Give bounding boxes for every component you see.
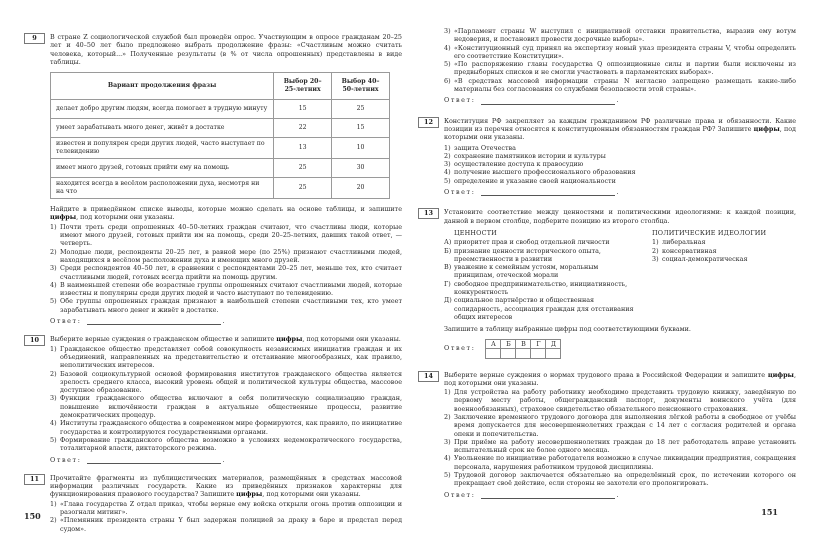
task-prompt: В стране Z социологической службой был проведён опрос. Участвующим в опросе гражданам 20–25 лет и 40–50 лет было предложено выбрать продолжение фразы: «Счастливым можно считать человека, который...» Полученные результаты (в % от числа опрошенных) представлены в виде таблицы.: [50, 33, 402, 66]
grid-header-letter: В: [516, 339, 531, 349]
answer-label: Ответ:: [444, 344, 476, 353]
option-number: 1): [444, 388, 451, 397]
option-text: Молодые люди, респонденты 20–25 лет, в равной мере (по 25%) признают счастливыми людей, находящихся в весёлом расположении духа и имеющих много друзей.: [60, 247, 402, 264]
task-prompt: Установите соответствие между ценностями и политическими идеологиями: к каждой позиции, данной в первом столбце, подберите позицию из второго столбца.: [444, 208, 796, 225]
option-item: [444, 438, 796, 455]
task-prompt: [50, 474, 402, 499]
options-list: [444, 27, 796, 93]
survey-results-table: [50, 72, 390, 199]
column-header-values: ЦЕННОСТИ: [454, 228, 497, 237]
option-item: [50, 281, 402, 298]
value-item: [444, 247, 634, 264]
task-11: [24, 474, 402, 533]
question-number-badge: 11: [24, 474, 45, 485]
table-cell-value: 15: [332, 119, 390, 138]
answer-period: .: [616, 188, 619, 197]
answer-input-line[interactable]: [481, 492, 615, 499]
option-number: 1): [444, 143, 451, 152]
option-number: 4): [50, 419, 57, 428]
grid-header-letter: Г: [531, 339, 546, 349]
task-prompt: [50, 335, 402, 343]
option-text: Трудовой договор заключается обязательно на определённый срок, по истечении которого он прекращает своё действие, если стороны не захотели его пролонгировать.: [454, 471, 796, 488]
prompt-text: Конституция РФ закрепляет за каждым гражданином РФ различные права и обязанности. Какие позиции из перечня относятся к конституционным обязанностям граждан РФ? Запишите: [444, 116, 796, 133]
table-header-age-20-25: Выбор 20–25-летних: [274, 73, 332, 100]
option-text: «По распоряжению главы государства Q оппозиционные силы и партии были исключены из предвыборных списков и не смогли участвовать в парламентских выборах».: [454, 60, 796, 77]
answer-input-line[interactable]: [481, 189, 615, 196]
option-item: [444, 44, 796, 61]
value-text: уважение к семейным устоям, моральным принципам, отеческой морали: [454, 263, 599, 280]
task-10: [24, 335, 402, 463]
task-11-continued: [418, 27, 796, 105]
table-cell-phrase: делает добро другим людям, всегда помогает в трудную минуту: [51, 100, 274, 119]
option-text: Для устройства на работу работнику необходимо представить трудовую книжку, заведённую по первому месту работы, общегражданский паспорт, документы воинского учёта (для военнообязанных), страховое свидетельство обязательного пенсионного страхования.: [454, 388, 796, 413]
grid-answer-cell[interactable]: [516, 349, 531, 359]
table-cell-value: 25: [332, 100, 390, 119]
ideology-item: [652, 255, 796, 263]
ideology-text: социал-демократическая: [662, 254, 748, 263]
option-item: [50, 370, 402, 395]
option-number: 1): [50, 499, 57, 508]
option-item: [444, 77, 796, 94]
table-cell-value: 15: [274, 100, 332, 119]
value-letter: Д): [444, 296, 452, 305]
option-item: [50, 223, 402, 248]
table-header-age-40-50: Выбор 40–50-летних: [332, 73, 390, 100]
prompt-text: Выберите верные суждения о нормах трудового права в Российской Федерации и запишите: [444, 370, 768, 379]
prompt-text: , под которыми они указаны.: [302, 335, 401, 344]
option-text: Функции гражданского общества включают в себя политическую социализацию граждан, повышение включённости граждан в актуальные общественные процессы, развитие демократических процедур.: [60, 394, 402, 420]
value-letter: Г): [444, 279, 451, 288]
table-row: [51, 100, 390, 119]
answer-label: Ответ:: [444, 490, 476, 499]
option-number: 3): [444, 27, 451, 35]
option-number: 3): [444, 160, 451, 169]
option-text: Базовой социокультурной основой формирования институтов гражданского общества является зрелость среднего класса, высокий уровень общей и политической культуры общества, массовое доступное образование.: [60, 369, 402, 395]
option-text: Увольнение по инициативе работодателя возможно в случае ликвидации предприятия, сокращения персонала, нарушения работником трудовой дисциплины.: [454, 454, 796, 471]
matching-columns: [444, 229, 796, 321]
option-number: 5): [444, 471, 451, 480]
option-text: определение и указание своей национальности: [454, 176, 616, 185]
option-item: [50, 248, 402, 265]
ideology-number: 1): [652, 238, 659, 247]
question-number-badge: 10: [24, 335, 45, 346]
table-cell-phrase: находится всегда в весёлом расположении духа, несмотря ни на что: [51, 178, 274, 199]
option-number: 4): [444, 168, 451, 177]
options-list: [50, 500, 402, 533]
ideology-text: консервативная: [662, 246, 717, 255]
options-list: [444, 144, 796, 185]
value-item: [444, 263, 634, 280]
option-number: 3): [50, 264, 57, 273]
option-number: 4): [50, 280, 57, 289]
option-item: [444, 152, 796, 160]
value-letter: В): [444, 263, 452, 272]
table-cell-value: 13: [274, 138, 332, 159]
value-item: [444, 280, 634, 297]
option-number: 5): [50, 435, 57, 444]
value-item: [444, 238, 634, 246]
answer-row: [50, 317, 402, 325]
options-list: [50, 345, 402, 453]
table-cell-value: 10: [332, 138, 390, 159]
column-header-ideologies: ПОЛИТИЧЕСКИЕ ИДЕОЛОГИИ: [652, 228, 767, 237]
left-page: [24, 0, 402, 553]
value-letter: А): [444, 238, 452, 247]
option-number: 5): [444, 60, 451, 69]
answer-row: [444, 96, 796, 104]
option-text: Гражданское общество представляет собой совокупность независимых инициатив граждан и их объединений, направленных на представительство и отстаивание многообразных, как правило, неполитических интересов.: [60, 344, 402, 370]
option-text: Среди респондентов 40–50 лет, в сравнении с респондентами 20–25 лет, меньше тех, кто считает счастливыми людей, готовых всегда прийти на помощь другим.: [60, 264, 402, 281]
option-number: 6): [444, 76, 451, 85]
grid-header-letter: А: [486, 339, 501, 349]
option-item: [444, 168, 796, 176]
option-text: Формирование гражданского общества возможно в условиях недемократического государства, тоталитарной власти, диктаторского режима.: [60, 435, 402, 453]
options-list: [444, 388, 796, 488]
ideologies-list: [652, 238, 796, 263]
option-item: [444, 27, 796, 44]
option-text: сохранение памятников истории и культуры: [454, 151, 606, 160]
prompt-text: Выберите верные суждения о гражданском обществе и запишите: [50, 335, 277, 344]
instruction-text: Найдите в приведённом списке выводы, которые можно сделать на основе таблицы, и запишите: [50, 205, 402, 214]
task-prompt: [444, 371, 796, 388]
page-number: 151: [761, 507, 778, 517]
grid-answer-cell[interactable]: [501, 349, 516, 359]
prompt-text: , под которыми они указаны.: [444, 124, 796, 142]
answer-row: [444, 491, 796, 499]
prompt-bold: цифры: [753, 124, 780, 133]
option-item: [444, 454, 796, 471]
answer-period: .: [222, 317, 225, 326]
question-number-badge: 14: [418, 371, 439, 382]
answer-label: Ответ:: [444, 96, 476, 105]
task-13: [418, 208, 796, 358]
option-text: защита Отечества: [454, 143, 516, 152]
option-number: 4): [444, 454, 451, 463]
option-item: [50, 500, 402, 517]
value-text: приоритет прав и свобод отдельной личности: [454, 238, 610, 247]
ideologies-column: [652, 229, 796, 321]
option-item: [50, 419, 402, 436]
table-row: [51, 178, 390, 199]
ideology-text: либеральная: [662, 238, 706, 247]
option-item: [444, 144, 796, 152]
question-number-badge: 9: [24, 33, 45, 44]
table-cell-value: 25: [274, 159, 332, 178]
task-14: [418, 371, 796, 499]
grid-answer-cell[interactable]: [531, 349, 546, 359]
grid-answer-cell[interactable]: [546, 349, 561, 359]
option-text: При приёме на работу несовершеннолетних граждан до 18 лет работодатель вправе установить испытательный срок не более одного месяца.: [454, 437, 796, 455]
ideology-number: 3): [652, 254, 659, 263]
option-item: [50, 297, 402, 314]
grid-header-letter: Б: [501, 339, 516, 349]
option-number: 3): [444, 437, 451, 446]
option-number: 5): [444, 176, 451, 185]
option-text: Институты гражданского общества в современном мире формируются, как правило, по инициативе государства и контролируются государственными органами.: [60, 419, 402, 436]
option-text: «Конституционный суд принял на экспертизу новый указ президента страны V, чтобы определить его соответствие Конституции».: [454, 43, 796, 60]
values-list: [444, 238, 634, 321]
table-cell-value: 25: [274, 178, 332, 199]
prompt-bold: цифры: [767, 370, 794, 379]
table-row: [51, 159, 390, 178]
answer-grid-row: [444, 339, 796, 359]
ideology-item: [652, 247, 796, 255]
answer-period: .: [616, 96, 619, 105]
prompt-text: , под которыми они указаны.: [262, 490, 361, 499]
option-item: [444, 160, 796, 168]
value-text: социальное партнёрство и общественная солидарность, ассоциация граждан для отстаивания общих интересов: [454, 296, 634, 321]
table-row: [51, 138, 390, 159]
option-text: получение высшего профессионального образования: [454, 168, 636, 177]
answer-grid: [485, 339, 561, 359]
option-item: [50, 394, 402, 419]
option-item: [50, 436, 402, 453]
answer-input-line[interactable]: [481, 98, 615, 105]
option-text: Заключение временного трудового договора для выполнения лёгкой работы в свободное от учёбы время допускается для несовершеннолетних граждан с 14 лет с согласия родителей и органа опеки и попечительства.: [454, 412, 796, 438]
table-cell-value: 22: [274, 119, 332, 138]
instruction-text: , под которыми они указаны.: [76, 213, 175, 222]
option-number: 2): [444, 412, 451, 421]
option-number: 2): [444, 151, 451, 160]
answer-input-line[interactable]: [87, 318, 221, 325]
answer-input-line[interactable]: [87, 457, 221, 464]
option-text: «Парламент страны W выступил с инициативой отставки правительства, выразив ему вотум недоверия, и постановил провести досрочные выборы».: [454, 27, 796, 44]
question-number-badge: 13: [418, 208, 439, 219]
prompt-bold: цифры: [236, 490, 263, 499]
task-instruction: Запишите в таблицу выбранные цифры под соответствующими буквами.: [444, 325, 691, 334]
value-text: свободное предпринимательство, инициативность, конкурентность: [454, 279, 628, 297]
question-number-badge: 12: [418, 117, 439, 128]
option-item: [50, 264, 402, 281]
answer-label: Ответ:: [50, 317, 82, 326]
table-cell-phrase: известен и популярен среди других людей, часто выступает по телевидению: [51, 138, 274, 159]
option-item: [444, 388, 796, 413]
option-text: «Глава государства Z отдал приказ, чтобы верные ему войска открыли огонь против оппозиции и разогнали митинг».: [60, 499, 402, 516]
grid-header-letter: Д: [546, 339, 561, 349]
option-item: [444, 60, 796, 77]
right-page: [418, 0, 796, 553]
option-number: 3): [50, 394, 57, 403]
table-cell-phrase: имеет много друзей, готовых прийти ему на помощь: [51, 159, 274, 178]
option-text: «Племянник президента страны Y был задержан полицией за драку в баре и предстал перед судом».: [60, 516, 402, 533]
option-text: В наименьшей степени обе возрастные группы опрошенных считают счастливыми людей, которые известны и популярны среди других людей и часто выступают по телевидению.: [60, 280, 402, 298]
value-text: признание ценности исторического опыта, преемственности в развитии: [454, 246, 601, 263]
table-cell-value: 30: [332, 159, 390, 178]
table-cell-value: 20: [332, 178, 390, 199]
option-number: 2): [50, 247, 57, 256]
option-text: осуществление доступа к правосудию: [454, 160, 584, 169]
table-row: [51, 119, 390, 138]
answer-label: Ответ:: [444, 188, 476, 197]
task-9: [24, 33, 402, 325]
prompt-text: , под которыми они указаны.: [444, 370, 796, 387]
ideology-item: [652, 238, 796, 246]
option-number: 5): [50, 297, 57, 306]
ideology-number: 2): [652, 246, 659, 255]
option-item: [50, 516, 402, 533]
option-number: 4): [444, 43, 451, 52]
option-text: Обе группы опрошенных граждан признают в наибольшей степени счастливыми тех, кто умеет зарабатывать много денег и живёт в достатке.: [60, 297, 402, 314]
answer-row: [444, 188, 796, 196]
task-12: [418, 117, 796, 197]
option-number: 2): [50, 369, 57, 378]
option-number: 1): [50, 344, 57, 353]
option-number: 1): [50, 222, 57, 231]
value-item: [444, 296, 634, 321]
option-item: [444, 471, 796, 488]
task-prompt: [444, 117, 796, 142]
values-column: [444, 229, 634, 321]
table-header-phrase: Вариант продолжения фразы: [51, 73, 274, 100]
answer-period: .: [616, 490, 619, 499]
instruction-bold: цифры: [50, 213, 77, 222]
value-letter: Б): [444, 246, 452, 255]
option-text: «В средствах массовой информации страны N негласно запрещено размещать какие-либо материалы без согласования со службами безопасности этой страны».: [454, 76, 796, 94]
task-instruction: [50, 205, 402, 222]
option-item: [50, 345, 402, 370]
answer-label: Ответ:: [50, 455, 82, 464]
option-text: Почти треть среди опрошенных 40–50-летних граждан считают, что счастливы люди, которые имеют много друзей, готовых прийти им на помощь, среди 20–25-летних, давших такой ответ, — четверть.: [60, 222, 402, 248]
option-number: 2): [50, 516, 57, 525]
grid-answer-cell[interactable]: [486, 349, 501, 359]
prompt-text: Прочитайте фрагменты из публицистических материалов, размещённых в средствах массовой информации различных государств. Какие из приведённых признаков характерны для функционирования правового государства? Запишите: [50, 473, 402, 499]
options-list: [50, 223, 402, 314]
answer-period: .: [222, 455, 225, 464]
option-item: [444, 413, 796, 438]
page-number: 150: [24, 511, 41, 521]
prompt-bold: цифры: [276, 335, 303, 344]
option-item: [444, 177, 796, 185]
table-cell-phrase: умеет зарабатывать много денег, живёт в достатке: [51, 119, 274, 138]
answer-row: [50, 456, 402, 464]
